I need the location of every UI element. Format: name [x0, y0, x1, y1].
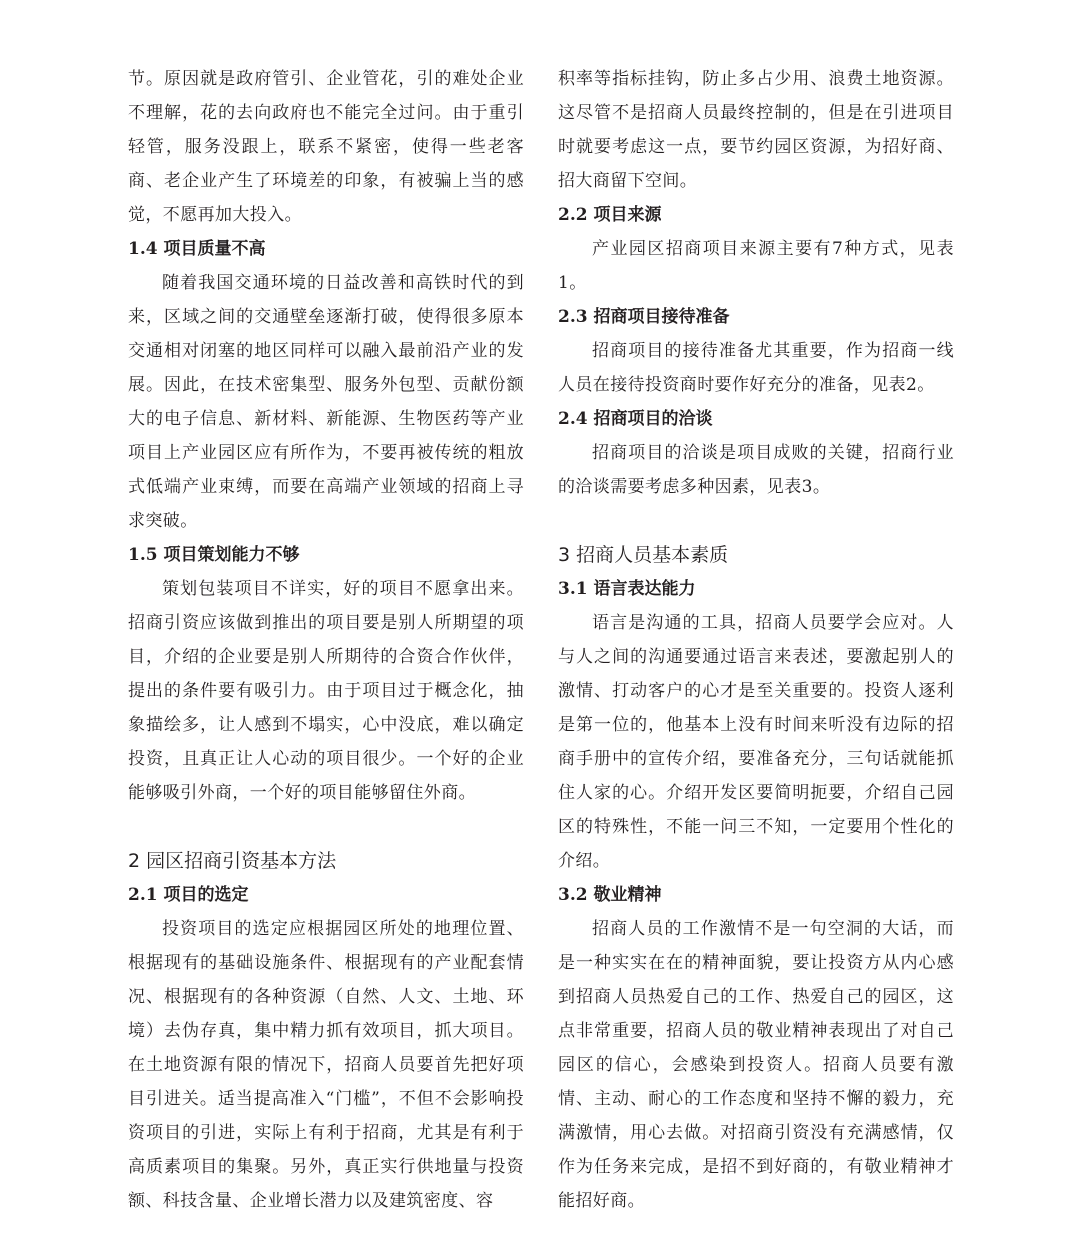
paragraph-1-4: 随着我国交通环境的日益改善和高铁时代的到来，区域之间的交通壁垒逐渐打破，使得很多原本交通相对闭塞的地区同样可以融入最前沿产业的发展。因此，在技术密集型、服务外包型、贡献份额大的电子信息、新材料、新能源、生物医药等产业项目上产业园区应有所作为，不要再被传统的粗放式低端产业束缚，而要在高端产业领域的招商上寻求突破。 — [128, 273, 524, 531]
heading-3-2: 3.2 敬业精神 — [558, 885, 662, 905]
paragraph-2-3: 招商项目的接待准备尤其重要，作为招商一线人员在接待投资商时要作好充分的准备，见表2。 — [558, 341, 954, 395]
paragraph-continued-right: 积率等指标挂钩，防止多占少用、浪费土地资源。这尽管不是招商人员最终控制的，但是在引进项目时就要考虑这一点，要节约园区资源，为招好商、招大商留下空间。 — [558, 69, 954, 191]
section-spacer — [558, 504, 954, 538]
heading-2-4: 2.4 招商项目的洽谈 — [558, 409, 713, 429]
paragraph-2-1: 投资项目的选定应根据园区所处的地理位置、根据现有的基础设施条件、根据现有的产业配套情况、根据现有的各种资源（自然、人文、土地、环境）去伪存真，集中精力抓有效项目，抓大项目。在土地资源有限的情况下，招商人员要首先把好项目引进关。适当提高准入“门槛”，不但不会影响投资项目的引进，实际上有利于招商，尤其是有利于高质素项目的集聚。另外，真正实行供地量与投资额、科技含量、企业增长潜力以及建筑密度、容 — [128, 919, 524, 1211]
paragraph-3-2: 招商人员的工作激情不是一句空洞的大话，而是一种实实在在的精神面貌，要让投资方从内心感到招商人员热爱自己的工作、热爱自己的园区，这点非常重要，招商人员的敬业精神表现出了对自己园区的信心，会感染到投资人。招商人员要有激情、主动、耐心的工作态度和坚持不懈的毅力，充满激情，用心去做。对招商引资没有充满感情，仅作为任务来完成，是招不到好商的，有敬业精神才能招好商。 — [558, 919, 954, 1211]
heading-1-5: 1.5 项目策划能力不够 — [128, 545, 300, 565]
heading-3-1: 3.1 语言表达能力 — [558, 579, 696, 599]
paragraph-continued: 节。原因就是政府管引、企业管花，引的难处企业不理解，花的去向政府也不能完全过问。由于重引轻管，服务没跟上，联系不紧密，使得一些老客商、老企业产生了环境差的印象，有被骗上当的感觉，不愿再加大投入。 — [128, 69, 524, 225]
heading-section-2: 2 园区招商引资基本方法 — [128, 850, 337, 872]
section-spacer — [128, 810, 524, 844]
heading-2-3: 2.3 招商项目接待准备 — [558, 307, 730, 327]
paragraph-2-2: 产业园区招商项目来源主要有7种方式，见表1。 — [558, 239, 954, 293]
left-column — [128, 62, 524, 1218]
heading-2-2: 2.2 项目来源 — [558, 205, 662, 225]
heading-2-1: 2.1 项目的选定 — [128, 885, 249, 905]
paragraph-3-1: 语言是沟通的工具，招商人员要学会应对。人与人之间的沟通要通过语言来表述，要激起别人的激情、打动客户的心才是至关重要的。投资人逐利是第一位的，他基本上没有时间来听没有边际的招商手册中的宣传介绍，要准备充分，三句话就能抓住人家的心。介绍开发区要简明扼要，介绍自己园区的特殊性，不能一问三不知，一定要用个性化的介绍。 — [558, 613, 954, 871]
heading-section-3: 3 招商人员基本素质 — [558, 544, 729, 566]
paragraph-1-5: 策划包装项目不详实，好的项目不愿拿出来。招商引资应该做到推出的项目要是别人所期望的项目，介绍的企业要是别人所期待的合资合作伙伴，提出的条件要有吸引力。由于项目过于概念化，抽象描绘多，让人感到不塌实，心中没底，难以确定投资，且真正让人心动的项目很少。一个好的企业能够吸引外商，一个好的项目能够留住外商。 — [128, 579, 524, 803]
right-column — [558, 62, 954, 1218]
paragraph-2-4: 招商项目的洽谈是项目成败的关键，招商行业的洽谈需要考虑多种因素，见表3。 — [558, 443, 954, 497]
heading-1-4: 1.4 项目质量不高 — [128, 239, 266, 259]
